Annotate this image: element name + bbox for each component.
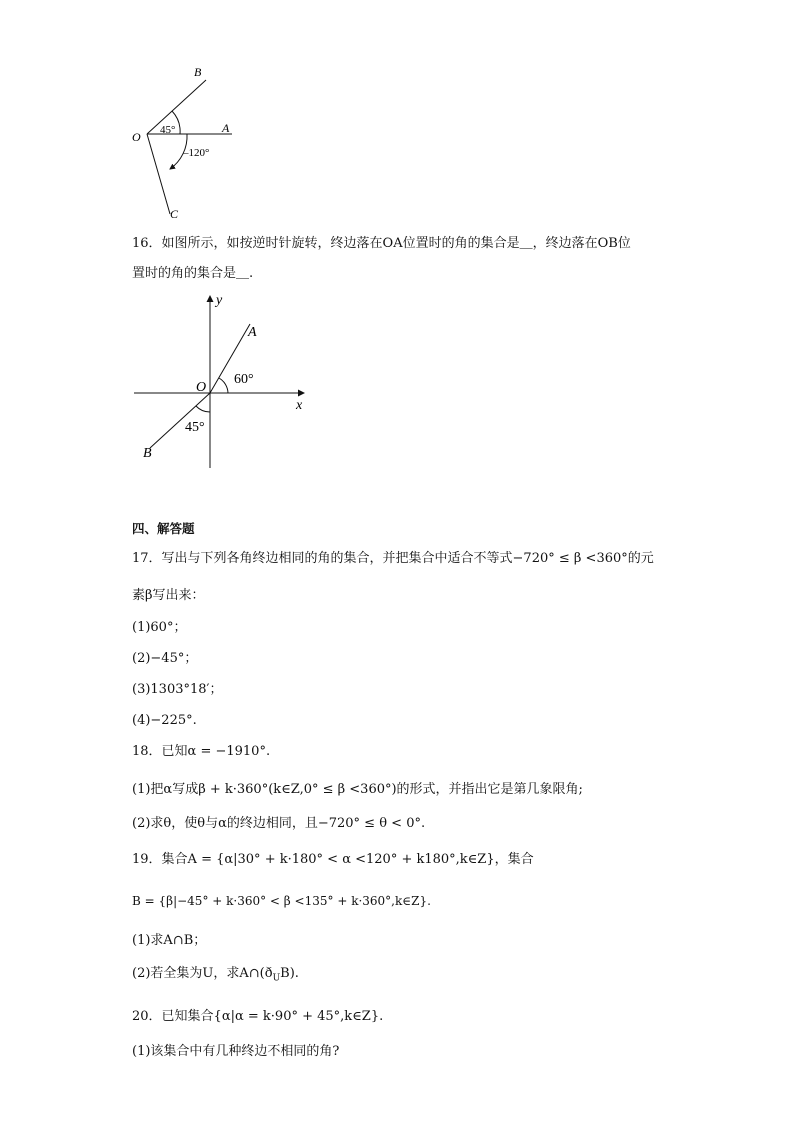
q19-sub2 [132, 965, 299, 988]
ray-oc [147, 134, 170, 214]
q17-item-4: (4)−225°. [132, 713, 197, 728]
q16-line2: 置时的角的集合是＿. [132, 266, 254, 281]
angle-neg120-label: –120° [183, 147, 210, 159]
angle-45-label: 45° [160, 124, 176, 136]
q17-item-1: (1)60°； [132, 620, 187, 635]
angle-figure-1 [128, 60, 238, 220]
label-b: B [194, 65, 202, 79]
q19-sub2-end: B). [280, 966, 299, 981]
q17-line1: 17．写出与下列各角终边相同的角的集合，并把集合中适合不等式−720° ≤ β <360°的元 [132, 551, 654, 566]
q18-sub1: (1)把α写成β + k·360°(k∈Z,0° ≤ β <360°)的形式，并指出它是第几象限角; [132, 782, 583, 797]
label-y: y [216, 293, 223, 308]
label-c: C [170, 207, 179, 220]
q20-line1: 20．已知集合{α|α = k·90° + 45°,k∈Z}. [132, 1009, 384, 1024]
q17-line2: 素β写出来： [132, 588, 205, 603]
label-o: O [196, 380, 207, 395]
q18-sub2: (2)求θ，使θ与α的终边相同，且−720° ≤ θ < 0°. [132, 816, 426, 831]
q17-item-3: (3)1303°18′； [132, 682, 223, 697]
ray-ob [147, 80, 206, 134]
q20-sub1: (1)该集合中有几种终边不相同的角? [132, 1044, 340, 1059]
label-o: O [132, 130, 141, 144]
q16-line1: 16．如图所示，如按逆时针旋转，终边落在OA位置时的角的集合是＿，终边落在OB位 [132, 236, 631, 251]
q19-sub2-text: (2)若全集为U，求A∩(ð [132, 966, 273, 981]
q18-line1: 18．已知α = −1910°. [132, 744, 271, 759]
angle-figure-2 [128, 288, 318, 473]
angle-60-label: 60° [234, 372, 254, 387]
label-a: A [248, 325, 257, 340]
q19-sub1: (1)求A∩B； [132, 933, 207, 948]
label-b: B [143, 446, 152, 461]
q17-item-2: (2)−45°； [132, 651, 198, 666]
section-title: 四、解答题 [132, 521, 195, 536]
angle-45-label: 45° [185, 420, 205, 435]
label-x: x [296, 398, 303, 413]
arc-45 [196, 406, 210, 412]
q19-sub2-subscript: U [272, 973, 281, 984]
arc-60 [219, 378, 228, 393]
q19-line2: B = {β|−45° + k·360° < β <135° + k·360°,k∈Z}. [132, 894, 431, 908]
label-a: A [222, 121, 230, 135]
q19-line1: 19．集合A = {α|30° + k·180° < α <120° + k180°,k∈Z}，集合 [132, 852, 534, 867]
